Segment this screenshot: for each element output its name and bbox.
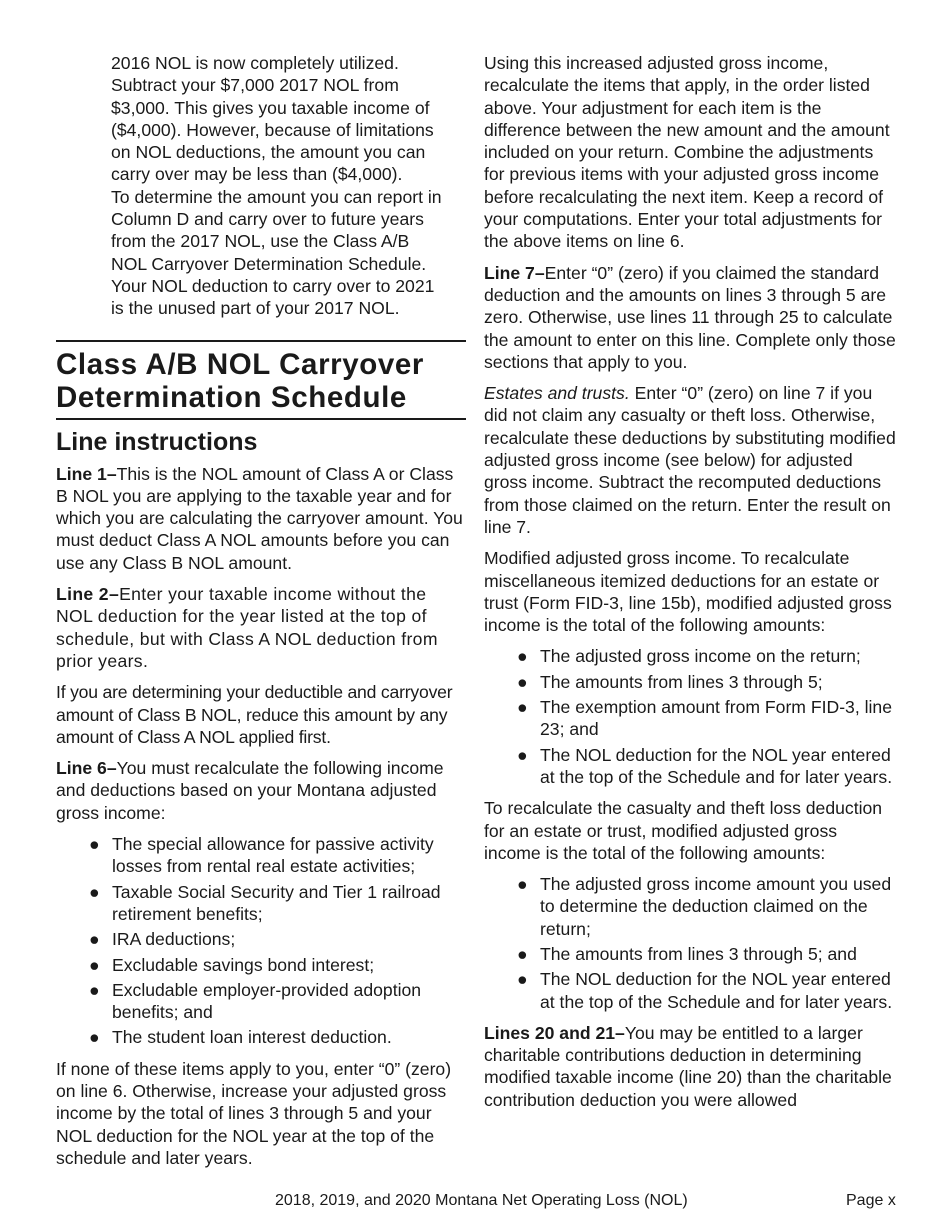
bullet-icon: ● xyxy=(89,834,100,855)
modified-agi-paragraph: Modified adjusted gross income. To recalculate miscellaneous itemized deductions for an estate or trust (Form FID-3, line 15b), modified adjusted gross income is the total of the following amounts: xyxy=(484,548,892,636)
list-item xyxy=(56,833,466,878)
footer-title: 2018, 2019, and 2020 Montana Net Operating Loss (NOL) xyxy=(275,1192,688,1209)
line6-list xyxy=(56,833,466,1049)
estates-text: Enter “0” (zero) on line 7 if you did not claim any casualty or theft loss. Otherwise, recalculate these deductions by substituting modified adjusted gross income (see below) for adjusted gross income. Subtract the recomputed deductions from those claimed on the return. Enter the result on line 7. xyxy=(484,383,896,537)
list-item xyxy=(56,954,466,976)
line2-label: Line 2– xyxy=(56,584,120,605)
list-item xyxy=(484,943,896,965)
list-item xyxy=(484,671,896,693)
line6-text: You must recalculate the following income and deductions based on your Montana adjusted gross income: xyxy=(56,758,444,823)
estates-label: Estates and trusts. xyxy=(484,383,630,404)
bullet-icon: ● xyxy=(517,697,528,718)
intro-line: $3,000. This gives you taxable income of xyxy=(111,97,430,118)
lines20-21-paragraph xyxy=(484,1022,896,1111)
list-item xyxy=(484,696,896,741)
intro-line: from the 2017 NOL, use the Class A/B xyxy=(111,231,410,252)
recalc-paragraph: Using this increased adjusted gross income, recalculate the items that apply, in the order listed above. Your adjustment for each item is the difference between the new amount and the amount included on your return. Combine the adjustments for previous items with your adjusted gross income before recalculating the next item. Keep a record of your computations. Enter your total adjustments for the above items on line 6. xyxy=(484,53,890,252)
intro-line: carry over may be less than ($4,000). xyxy=(111,164,403,185)
list-item-text: The NOL deduction for the NOL year entered at the top of the Schedule and for later years. xyxy=(540,744,893,787)
list-item xyxy=(56,1026,466,1048)
lines20-21-text: You may be entitled to a larger charitable contributions deduction in determining modified taxable income (line 20) than the charitable contribution deduction you were allowed xyxy=(484,1022,892,1110)
subheading: Line instructions xyxy=(56,427,258,456)
list-item-text: The amounts from lines 3 through 5; xyxy=(540,671,823,692)
bullet-icon: ● xyxy=(89,1027,100,1048)
line1-text: This is the NOL amount of Class A or Class B NOL you are applying to the taxable year and for which you are calculating the carryover amount. You must deduct Class A NOL amounts before you can use any Class B NOL amount. xyxy=(56,463,463,573)
intro-line: on NOL deductions, the amount you can xyxy=(111,142,426,163)
intro-line: NOL Carryover Determination Schedule. xyxy=(111,253,427,274)
list-item xyxy=(56,979,466,1024)
list-item-text: The adjusted gross income amount you used to determine the deduction claimed on the return; xyxy=(540,874,892,939)
intro-line: Subtract your $7,000 2017 NOL from xyxy=(111,75,399,96)
none-apply-paragraph: If none of these items apply to you, enter “0” (zero) on line 6. Otherwise, increase your adjusted gross income by the total of lines 3 through 5 and your NOL deduction for the NOL year at the top of the schedule and later years. xyxy=(56,1058,452,1168)
bullet-icon: ● xyxy=(517,671,528,692)
list-item xyxy=(56,881,466,926)
list-item-text: The exemption amount from Form FID-3, line 23; and xyxy=(540,697,892,740)
list-item xyxy=(56,928,466,950)
left-column xyxy=(56,52,466,1169)
list-item-text: The amounts from lines 3 through 5; and xyxy=(540,943,857,964)
bullet-icon: ● xyxy=(517,943,528,964)
list-item xyxy=(484,873,896,940)
estates-paragraph xyxy=(484,382,896,538)
line7-paragraph xyxy=(484,262,896,373)
section-heading-line: Class A/B NOL Carryover xyxy=(56,347,424,381)
bullet-icon: ● xyxy=(517,744,528,765)
list-item-text: The student loan interest deduction. xyxy=(112,1027,392,1048)
list-item-text: The adjusted gross income on the return; xyxy=(540,646,861,667)
bullet-icon: ● xyxy=(89,979,100,1000)
line6-paragraph xyxy=(56,757,466,824)
right-column xyxy=(484,52,896,1111)
intro-line: To determine the amount you can report in xyxy=(111,186,442,207)
list-item-text: Excludable employer-provided adoption benefits; and xyxy=(112,979,422,1023)
line7-label: Line 7– xyxy=(484,262,545,283)
intro-line: Column D and carry over to future years xyxy=(111,209,424,230)
line1-paragraph xyxy=(56,463,466,574)
heading-top-rule xyxy=(56,340,466,342)
list-item xyxy=(484,645,896,667)
list-item-text: IRA deductions; xyxy=(112,929,236,950)
page-number: Page x xyxy=(846,1192,896,1209)
list-item xyxy=(484,968,896,1013)
classb-paragraph: If you are determining your deductible and carryover amount of Class B NOL, reduce this amount by any amount of Class A NOL applied first. xyxy=(56,682,453,747)
bullet-icon: ● xyxy=(89,881,100,902)
line2-paragraph xyxy=(56,583,466,672)
intro-line: 2016 NOL is now completely utilized. xyxy=(111,53,399,73)
list-item-text: Taxable Social Security and Tier 1 railroad retirement benefits; xyxy=(112,881,441,924)
casualty-paragraph: To recalculate the casualty and theft loss deduction for an estate or trust, modified adjusted gross income is the total of the following amounts: xyxy=(484,798,883,863)
casualty-list xyxy=(484,873,896,1013)
bullet-icon: ● xyxy=(517,874,528,895)
list-item-text: The NOL deduction for the NOL year entered at the top of the Schedule and for later years. xyxy=(540,969,893,1012)
line1-label: Line 1– xyxy=(56,463,117,484)
line7-text: Enter “0” (zero) if you claimed the standard deduction and the amounts on lines 3 through 5 are zero. Otherwise, use lines 11 through 25 to calculate the amount to enter on this line. Complete only those sections that apply to you. xyxy=(484,262,896,372)
modified-agi-list xyxy=(484,645,896,788)
intro-example xyxy=(56,52,466,320)
intro-line: Your NOL deduction to carry over to 2021 xyxy=(111,275,435,296)
section-heading-line: Determination Schedule xyxy=(56,380,407,414)
section-heading xyxy=(56,348,466,414)
line6-label: Line 6– xyxy=(56,758,117,779)
bullet-icon: ● xyxy=(89,954,100,975)
list-item-text: Excludable savings bond interest; xyxy=(112,954,375,975)
bullet-icon: ● xyxy=(89,929,100,950)
line2-text: Enter your taxable income without the NOL deduction for the year listed at the top of schedule, but with Class A NOL deduction from prior years. xyxy=(56,584,438,671)
intro-line: ($4,000). However, because of limitations xyxy=(111,119,434,140)
bullet-icon: ● xyxy=(517,969,528,990)
list-item-text: The special allowance for passive activity losses from rental real estate activities; xyxy=(112,834,434,877)
bullet-icon: ● xyxy=(517,646,528,667)
lines20-21-label: Lines 20 and 21– xyxy=(484,1022,625,1043)
intro-line: is the unused part of your 2017 NOL. xyxy=(111,298,400,319)
heading-bottom-rule xyxy=(56,418,466,420)
list-item xyxy=(484,744,896,789)
